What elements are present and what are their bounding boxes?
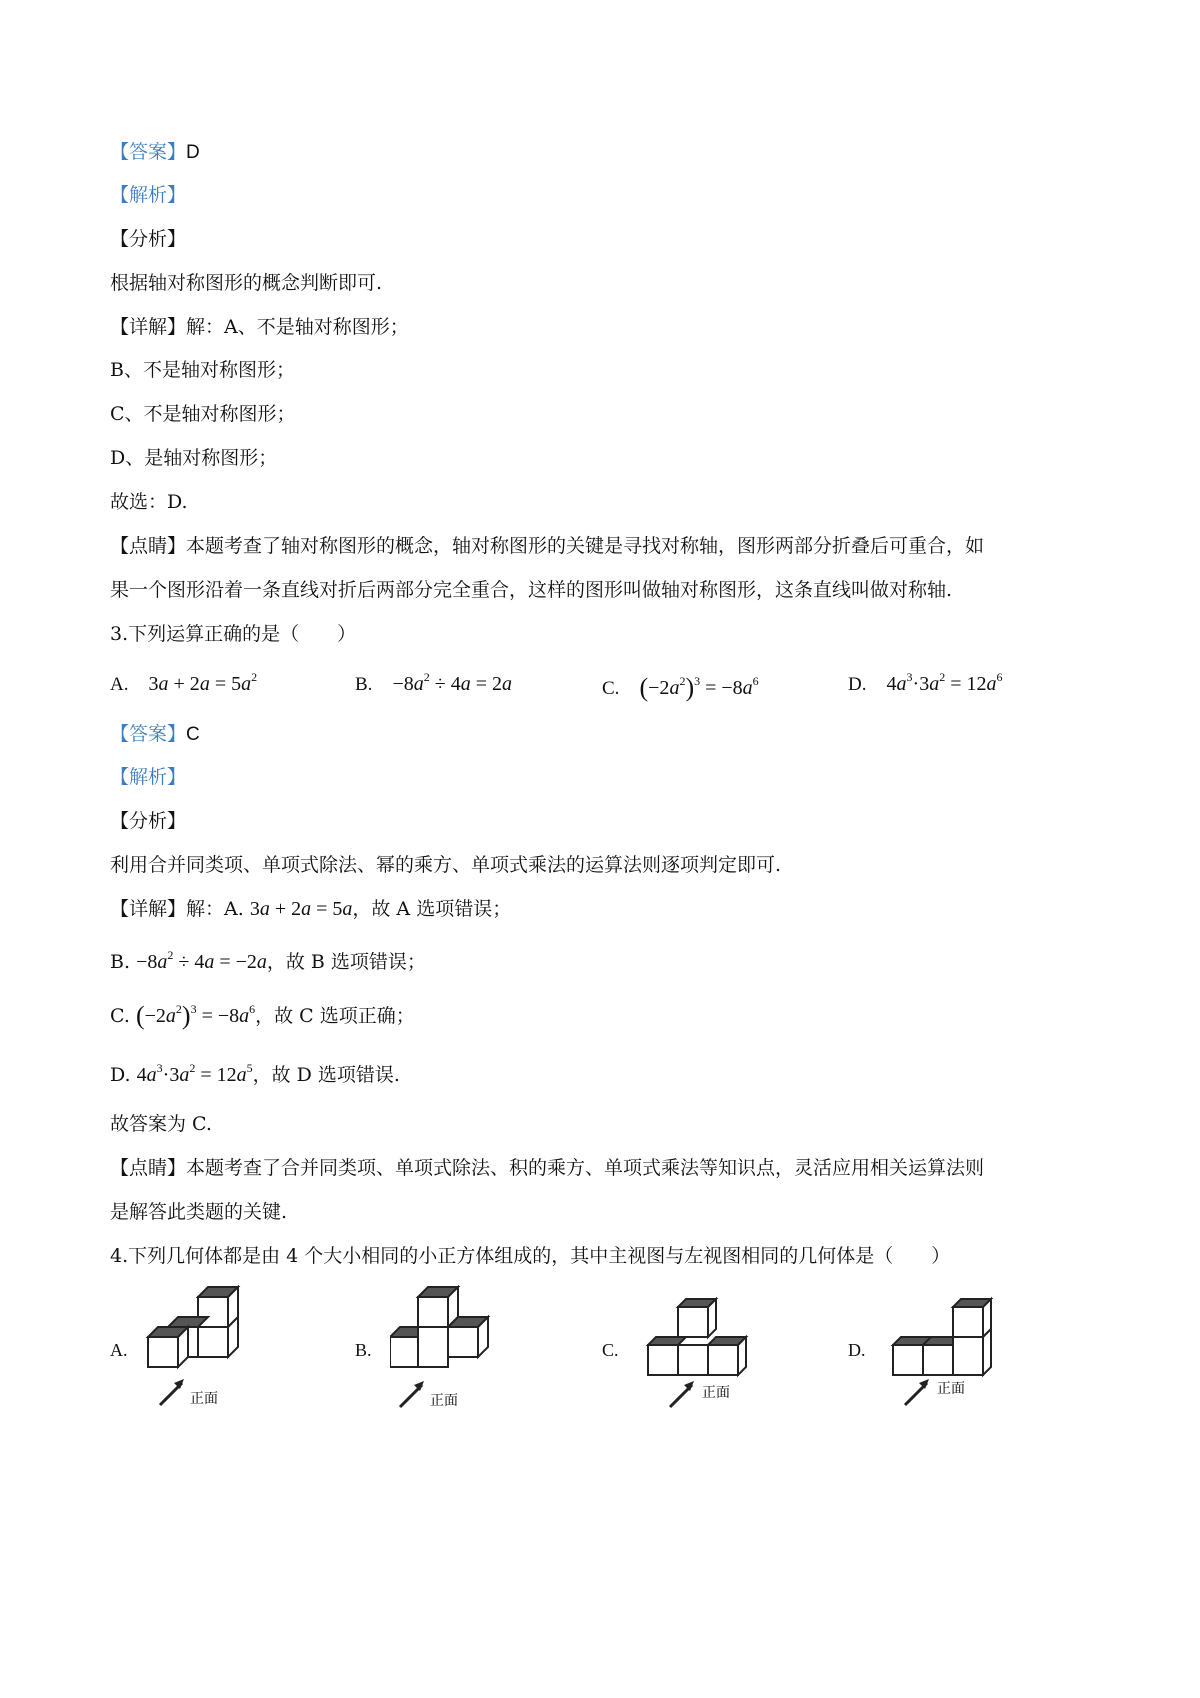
option-c [602, 673, 759, 703]
detail-line [110, 950, 426, 974]
answer-line [110, 722, 200, 747]
detail-suffix: ，故 D 选项错误. [252, 1064, 400, 1086]
cube-figure-c [640, 1285, 770, 1415]
analysis-tag: 【解析】 [110, 766, 187, 788]
dianjing-text: 本题考查了轴对称图形的概念，轴对称图形的关键是寻找对称轴，图形两部分折叠后可重合，如 [186, 535, 985, 557]
option-d [848, 670, 1003, 696]
detail-formula: 3a + 2a = 5a [249, 898, 353, 920]
dianjing-tag: 【点睛】 [110, 1157, 187, 1179]
dianjing-tag: 【点睛】 [110, 535, 187, 557]
figure-label: D. [848, 1340, 866, 1360]
detail-prefix: D. [110, 1064, 131, 1086]
answer-value: C [186, 724, 200, 745]
detail-tag: 【详解】 [110, 316, 187, 338]
option-b [355, 670, 513, 696]
fenxi-tag: 【分析】 [110, 810, 187, 832]
option-label: A. [110, 674, 129, 695]
question-3: 3.下列运算正确的是（ ） [110, 623, 357, 645]
answer-value: D [186, 142, 200, 163]
detail-line [110, 1001, 415, 1030]
option-formula: $4a^3\cdot 3a^2 = 12a^6$ [886, 670, 1003, 695]
option-formula: $3a + 2a = 5a^2$ [148, 670, 258, 695]
detail-formula: $(-2a^2)^3 = -8a^6$ [135, 1001, 256, 1030]
detail-suffix: ，故 B 选项错误； [266, 951, 426, 973]
front-label: 正面 [190, 1391, 218, 1407]
figure-label: A. [110, 1340, 128, 1360]
front-label: 正面 [702, 1385, 730, 1401]
fenxi-tag: 【分析】 [110, 228, 187, 250]
detail-line [110, 1063, 400, 1087]
detail-text: 故选：D. [110, 491, 188, 513]
detail-prefix: C. [110, 1005, 130, 1027]
option-label: C. [602, 678, 620, 699]
detail-line [110, 897, 511, 921]
dianjing-line [110, 1156, 984, 1180]
conclusion-text: 故答案为 C. [110, 1113, 212, 1135]
cube-figure-d [885, 1285, 1015, 1415]
detail-prefix: 解：A. [186, 898, 244, 920]
option-formula: $(-2a^2)^3 = -8a^6$ [639, 673, 759, 702]
fenxi-text: 根据轴对称图形的概念判断即可. [110, 272, 383, 294]
detail-formula: $4a^3\cdot 3a^2 = 12a^5$ [136, 1061, 253, 1086]
detail-text: D、是轴对称图形； [110, 447, 278, 469]
detail-text: C、不是轴对称图形； [110, 403, 296, 425]
detail-prefix: B. [110, 951, 131, 973]
detail-tag: 【详解】 [110, 898, 187, 920]
cube-figure-b [390, 1285, 520, 1415]
answer-tag: 【答案】 [110, 723, 187, 745]
figure-label: B. [355, 1340, 372, 1360]
answer-tag: 【答案】 [110, 141, 187, 163]
option-formula: $-8a^2 \div 4a = 2a$ [392, 670, 513, 695]
detail-text: 解：A、不是轴对称图形； [186, 316, 409, 338]
figure-label: C. [602, 1340, 619, 1360]
cube-figure-a [140, 1285, 270, 1415]
answer-line [110, 140, 200, 165]
option-label: D. [848, 674, 867, 695]
question-4: 4.下列几何体都是由 4 个大小相同的小正方体组成的，其中主视图与左视图相同的几何体是（ ） [110, 1245, 951, 1267]
detail-suffix: ，故 C 选项正确； [255, 1005, 415, 1027]
option-a [110, 670, 258, 696]
detail-suffix: ，故 A 选项错误； [352, 898, 512, 920]
detail-text: B、不是轴对称图形； [110, 359, 295, 381]
front-label: 正面 [937, 1381, 965, 1397]
front-label: 正面 [430, 1393, 458, 1409]
analysis-tag: 【解析】 [110, 184, 187, 206]
dianjing-line [110, 534, 984, 558]
detail-formula: $-8a^2 \div 4a = -2a$ [136, 948, 267, 973]
option-label: B. [355, 674, 373, 695]
fenxi-text: 利用合并同类项、单项式除法、幂的乘方、单项式乘法的运算法则逐项判定即可. [110, 854, 782, 876]
dianjing-text: 果一个图形沿着一条直线对折后两部分完全重合，这样的图形叫做轴对称图形，这条直线叫做对称轴. [110, 579, 953, 601]
dianjing-text: 是解答此类题的关键. [110, 1201, 288, 1223]
detail-line [110, 315, 409, 339]
dianjing-text: 本题考查了合并同类项、单项式除法、积的乘方、单项式乘法等知识点，灵活应用相关运算法则 [186, 1157, 985, 1179]
